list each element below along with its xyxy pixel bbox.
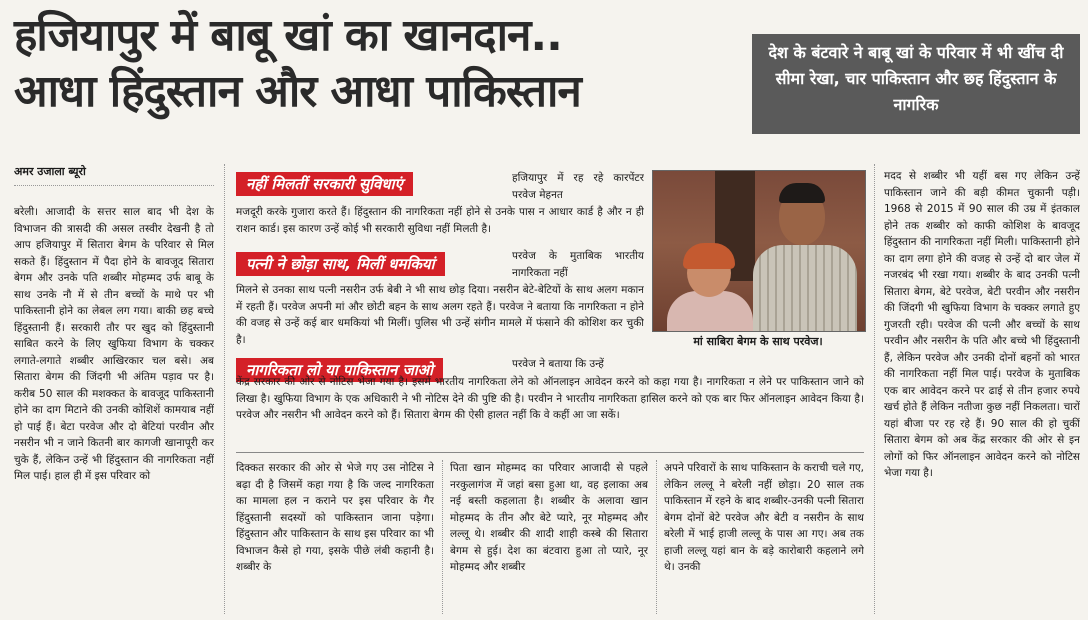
box2-side-text: परवेज के मुताबिक भारतीय नागरिकता नहीं bbox=[512, 250, 644, 279]
subhead-citizenship: नागरिकता लो या पाकिस्तान जाओ bbox=[236, 358, 443, 382]
column-1: बरेली। आजादी के सत्तर साल बाद भी देश के विभाजन की त्रासदी की असल तस्वीर देखनी है तो आप हजियापुर में सितारा बेगम के परिवार से मिल सकते हैं। हिंदुस्तान में पैदा होने के बावजूद सितारा बेगम और उनके पति शब्बीर मोहम्मद उर्फ बाबू के साथ उनके नौ में से तीन बच्चों के माथे पर भी पाकिस्तानी होने का लेबल लग गया। बाकी छह बच्चे हिंदुस्तानी हैं। सरकारी तौर पर खुद को हिंदुस्तानी साबित करने के लिए खुफिया विभाग के चक्कर लगाते-लगाते शब्बीर आखिरकार चल बसे। अब सितारा बेगम की जिंदगी भी अंतिम पड़ाव पर है। करीब 50 साल की मशक्कत के बावजूद पाकिस्तानी होने का दाग मिटाने की उनकी कोशिशें कामयाब नहीं हो पाई हैं। बेटा परवेज और दो बेटियां परवीन और नसरीन भी न जाने कितनी बार कागजी खानापूरी कर चुके हैं, लेकिन उन्हें भी हिंदुस्तान की नागरिकता नहीं मिल पाई। हाल ही में इस परिवार को bbox=[14, 206, 214, 482]
column-3: पिता खान मोहम्मद का परिवार आजादी से पहले नरकुलागंज में जहां बसा हुआ था, वह इलाका अब नई बस्ती कहलाता है। शब्बीर के अलावा खान मोहम्मद के तीन और बेटे प्यारे, नूर मोहम्मद और लल्लू थे। शब्बीर की शादी शाही कस्बे की सितारा बेगम से हुई। देश का बंटवारा हुआ तो प्यारे, नूर मोहम्मद और शब्बीर bbox=[450, 462, 648, 573]
photo-mother-son bbox=[652, 170, 866, 332]
column-5: मदद से शब्बीर भी यहीं बस गए लेकिन उन्हें पाकिस्तान जाने की बड़ी कीमत चुकानी पड़ी। 1968 से 2015 में 90 साल की उम्र में इंतकाल होने तक शब्बीर को काफी कोशिश के बावजूद हिंदुस्तान की नागरिकता नहीं मिली। पाकिस्तानी होने का दाग लगा होने की वजह से उन्हें दो बार जेल में नजरबंद भी रखा गया। शब्बीर के बाद उनकी पत्नी सितारा बेगम, बेटे परवेज, बेटी परवीन और नसरीन की जिंदगी भी खुफिया विभाग के चक्कर लगाते हुए गुजरती रही। परवेज की पत्नी और बच्चों के साथ परवीन और नसरीन के पति और बच्चे भी हिंदुस्तानी हैं, लेकिन परवेज और उनकी दोनों बहनों को भारत की नागरिकता नहीं मिल पाई। परवेज के मुताबिक एक बार आवेदन करने पर ढाई से तीन हजार रुपये खर्च होते हैं लेकिन नतीजा कुछ नहीं निकलता। चारों यहां बीजा पर रह रहे हैं। 90 साल की हो चुकीं सितारा बेगम को अब केंद्र सरकार की ओर से इन लोगों को फिर ऑनलाइन आवेदन करने को नोटिस भेजा गया है। bbox=[884, 170, 1080, 479]
headline-line-2: आधा हिंदुस्तान और आधा पाकिस्तान bbox=[14, 66, 581, 117]
photo-caption: मां साबिरा बेगम के साथ परवेज। bbox=[693, 335, 823, 348]
subhead-wife-left: पत्नी ने छोड़ा साथ, मिलीं धमकियां bbox=[236, 252, 445, 276]
deck-box: देश के बंटवारे ने बाबू खां के परिवार में भी खींच दी सीमा रेखा, चार पाकिस्तान और छह हिंदुस्तान के नागरिक bbox=[752, 34, 1080, 134]
column-divider-3 bbox=[442, 460, 443, 614]
box3-text: केंद्र सरकार की ओर से नोटिस भेजा गया है। इसमें भारतीय नागरिकता लेने को ऑनलाइन आवेदन करने को कहा गया है। नागरिकता न लेने पर पाकिस्तान जाने को लिखा है। खुफिया विभाग के एक अधिकारी ने भी नोटिस देने की पुष्टि की है। परवीन ने भारतीय नागरिकता हासिल करने को एक बार फिर ऑनलाइन आवेदन किया है। परवेज और नसरीन भी आवेदन करने को हैं। सितारा बेगम की ऐसी हालत नहीं कि वे कहीं आ जा सकें। bbox=[236, 376, 864, 421]
section-divider bbox=[236, 452, 864, 453]
column-divider-4 bbox=[656, 460, 657, 614]
box1-side-text: हजियापुर में रह रहे कारपेंटर परवेज मेहनत bbox=[512, 172, 644, 201]
box3-side-text: परवेज ने बताया कि उन्हें bbox=[512, 358, 604, 370]
headline bbox=[14, 8, 742, 120]
box1-text: मजदूरी करके गुजारा करते हैं। हिंदुस्तान की नागरिकता नहीं होने से उनके पास न आधार कार्ड है और न ही राशन कार्ड। इस कारण उन्हें कोई भी सरकारी सुविधा नहीं मिलती है। bbox=[236, 206, 644, 235]
column-divider-1 bbox=[224, 164, 225, 614]
column-divider-2 bbox=[874, 164, 875, 614]
box2-text: मिलने से उनका साथ पत्नी नसरीन उर्फ बेबी ने भी साथ छोड़ दिया। नसरीन बेटे-बेटियों के साथ अलग मकान में रहती हैं। परवेज अपनी मां और छोटी बहन के साथ अलग रहते हैं। परवेज ने बताया कि नागरिकता न होने की वजह से उन्हें कई बार धमकियां भी मिलीं। पुलिस भी उन्हें संगीन मामले में फंसाने की कोशिश कर चुकी है। bbox=[236, 284, 644, 346]
byline: अमर उजाला ब्यूरो bbox=[14, 164, 214, 186]
headline-line-1: हजियापुर में बाबू खां का खानदान.. bbox=[14, 10, 562, 61]
column-2: दिक्कत सरकार की ओर से भेजे गए उस नोटिस ने बढ़ा दी है जिसमें कहा गया है कि जल्द नागरिकता का मामला हल न कराने पर इस परिवार के गैर हिंदुस्तानी सदस्यों को पाकिस्तान जाना पड़ेगा। हिंदुस्तान और पाकिस्तान के साथ इस परिवार का भी विभाजन कैसे हो गया, इसके पीछे लंबी कहानी है। शब्बीर के bbox=[236, 462, 434, 573]
subhead-facilities: नहीं मिलतीं सरकारी सुविधाएं bbox=[236, 172, 413, 196]
column-4: अपने परिवारों के साथ पाकिस्तान के कराची चले गए, लेकिन लल्लू ने बरेली नहीं छोड़ा। 20 साल तक पाकिस्तान में रहने के बाद शब्बीर-उनकी पत्नी सितारा बेगम दोनों बेटे परवेज और बेटी व नसरीन के साथ बरेली में भाई हाजी लल्लू के पास आ गए। अब तक हाजी लल्लू यहां बान के बड़े कारोबारी कहलाने लगे थे। उनकी bbox=[664, 462, 864, 573]
